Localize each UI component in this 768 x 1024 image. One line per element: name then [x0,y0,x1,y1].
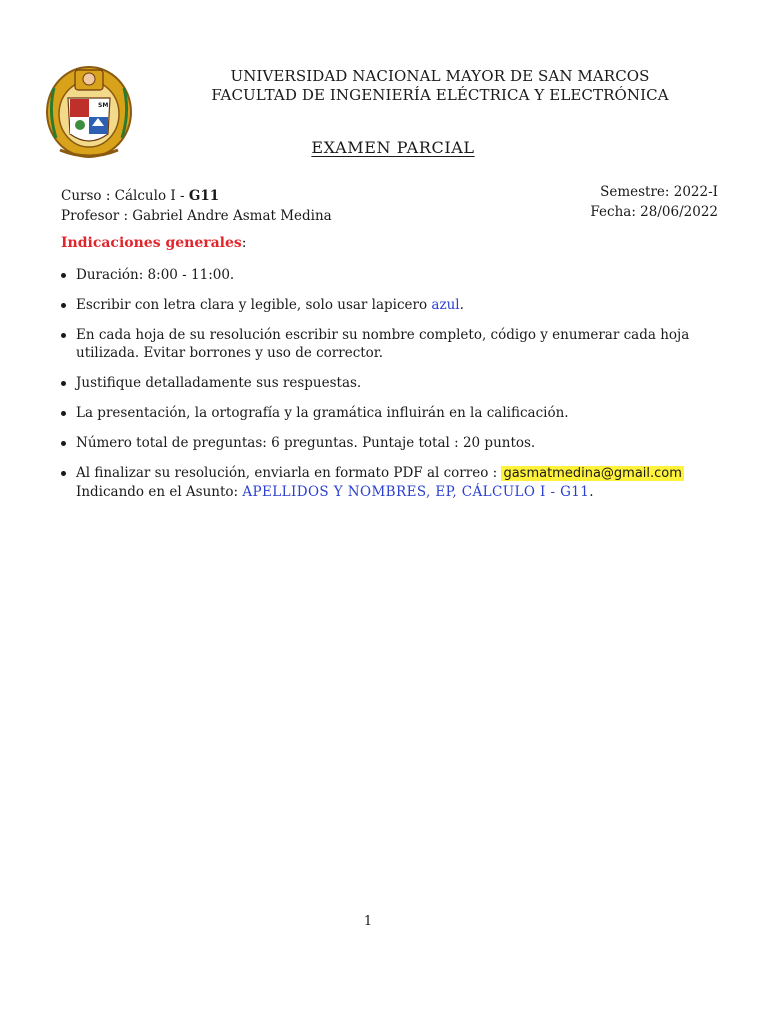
subject-label: Indicando en el Asunto: [76,484,243,500]
professor-label: Profesor : [61,208,133,224]
exam-title [0,138,768,157]
instruction-item: Escribir con letra clara y legible, solo usar lapicero azul. [61,296,711,314]
course-info [61,186,332,226]
blue-pen-note: azul [431,297,460,313]
page-number: 1 [363,914,373,929]
professor-value: Gabriel Andre Asmat Medina [132,208,332,224]
svg-text:SM: SM [98,102,109,109]
course-group: G11 [188,188,220,204]
professor-line [61,206,332,226]
exam-date: Fecha: 28/06/2022 [590,204,718,220]
instructions-list [61,266,711,501]
semester: Semestre: 2022-I [600,184,718,200]
course-line [61,186,332,206]
instructions-heading-colon: : [241,235,247,251]
instruction-item: La presentación, la ortografía y la gramática influirán en la calificación. [61,404,711,422]
instruction-item: Duración: 8:00 - 11:00. [61,266,711,284]
course-label: Curso : [61,188,115,204]
course-value: Cálculo I - [114,188,189,204]
exam-meta [590,182,718,222]
email-address[interactable]: gasmatmedina@gmail.com [503,466,682,481]
subject-value: APELLIDOS Y NOMBRES, EP, CÁLCULO I - G11 [242,484,590,500]
instructions-heading [61,235,247,251]
university-name: UNIVERSIDAD NACIONAL MAYOR DE SAN MARCOS [230,67,650,85]
instruction-item: Al finalizar su resolución, enviarla en formato PDF al correo : gasmatmedina@gmail.com Indicando en el Asunto: APELLIDOS Y NOMBRES, EP, CÁLCULO I - G11. [61,464,711,501]
exam-title-text: EXAMEN PARCIAL [311,138,475,157]
instructions-heading-text: Indicaciones generales [61,235,242,251]
university-header [140,67,740,105]
instruction-item: Número total de preguntas: 6 preguntas. Puntaje total : 20 puntos. [61,434,711,452]
faculty-name: FACULTAD DE INGENIERÍA ELÉCTRICA Y ELECTRÓNICA [211,86,669,104]
instruction-item: En cada hoja de su resolución escribir su nombre completo, código y enumerar cada hoja utilizada. Evitar borrones y uso de corrector. [61,326,711,362]
instruction-item: Justifique detalladamente sus respuestas. [61,374,711,392]
